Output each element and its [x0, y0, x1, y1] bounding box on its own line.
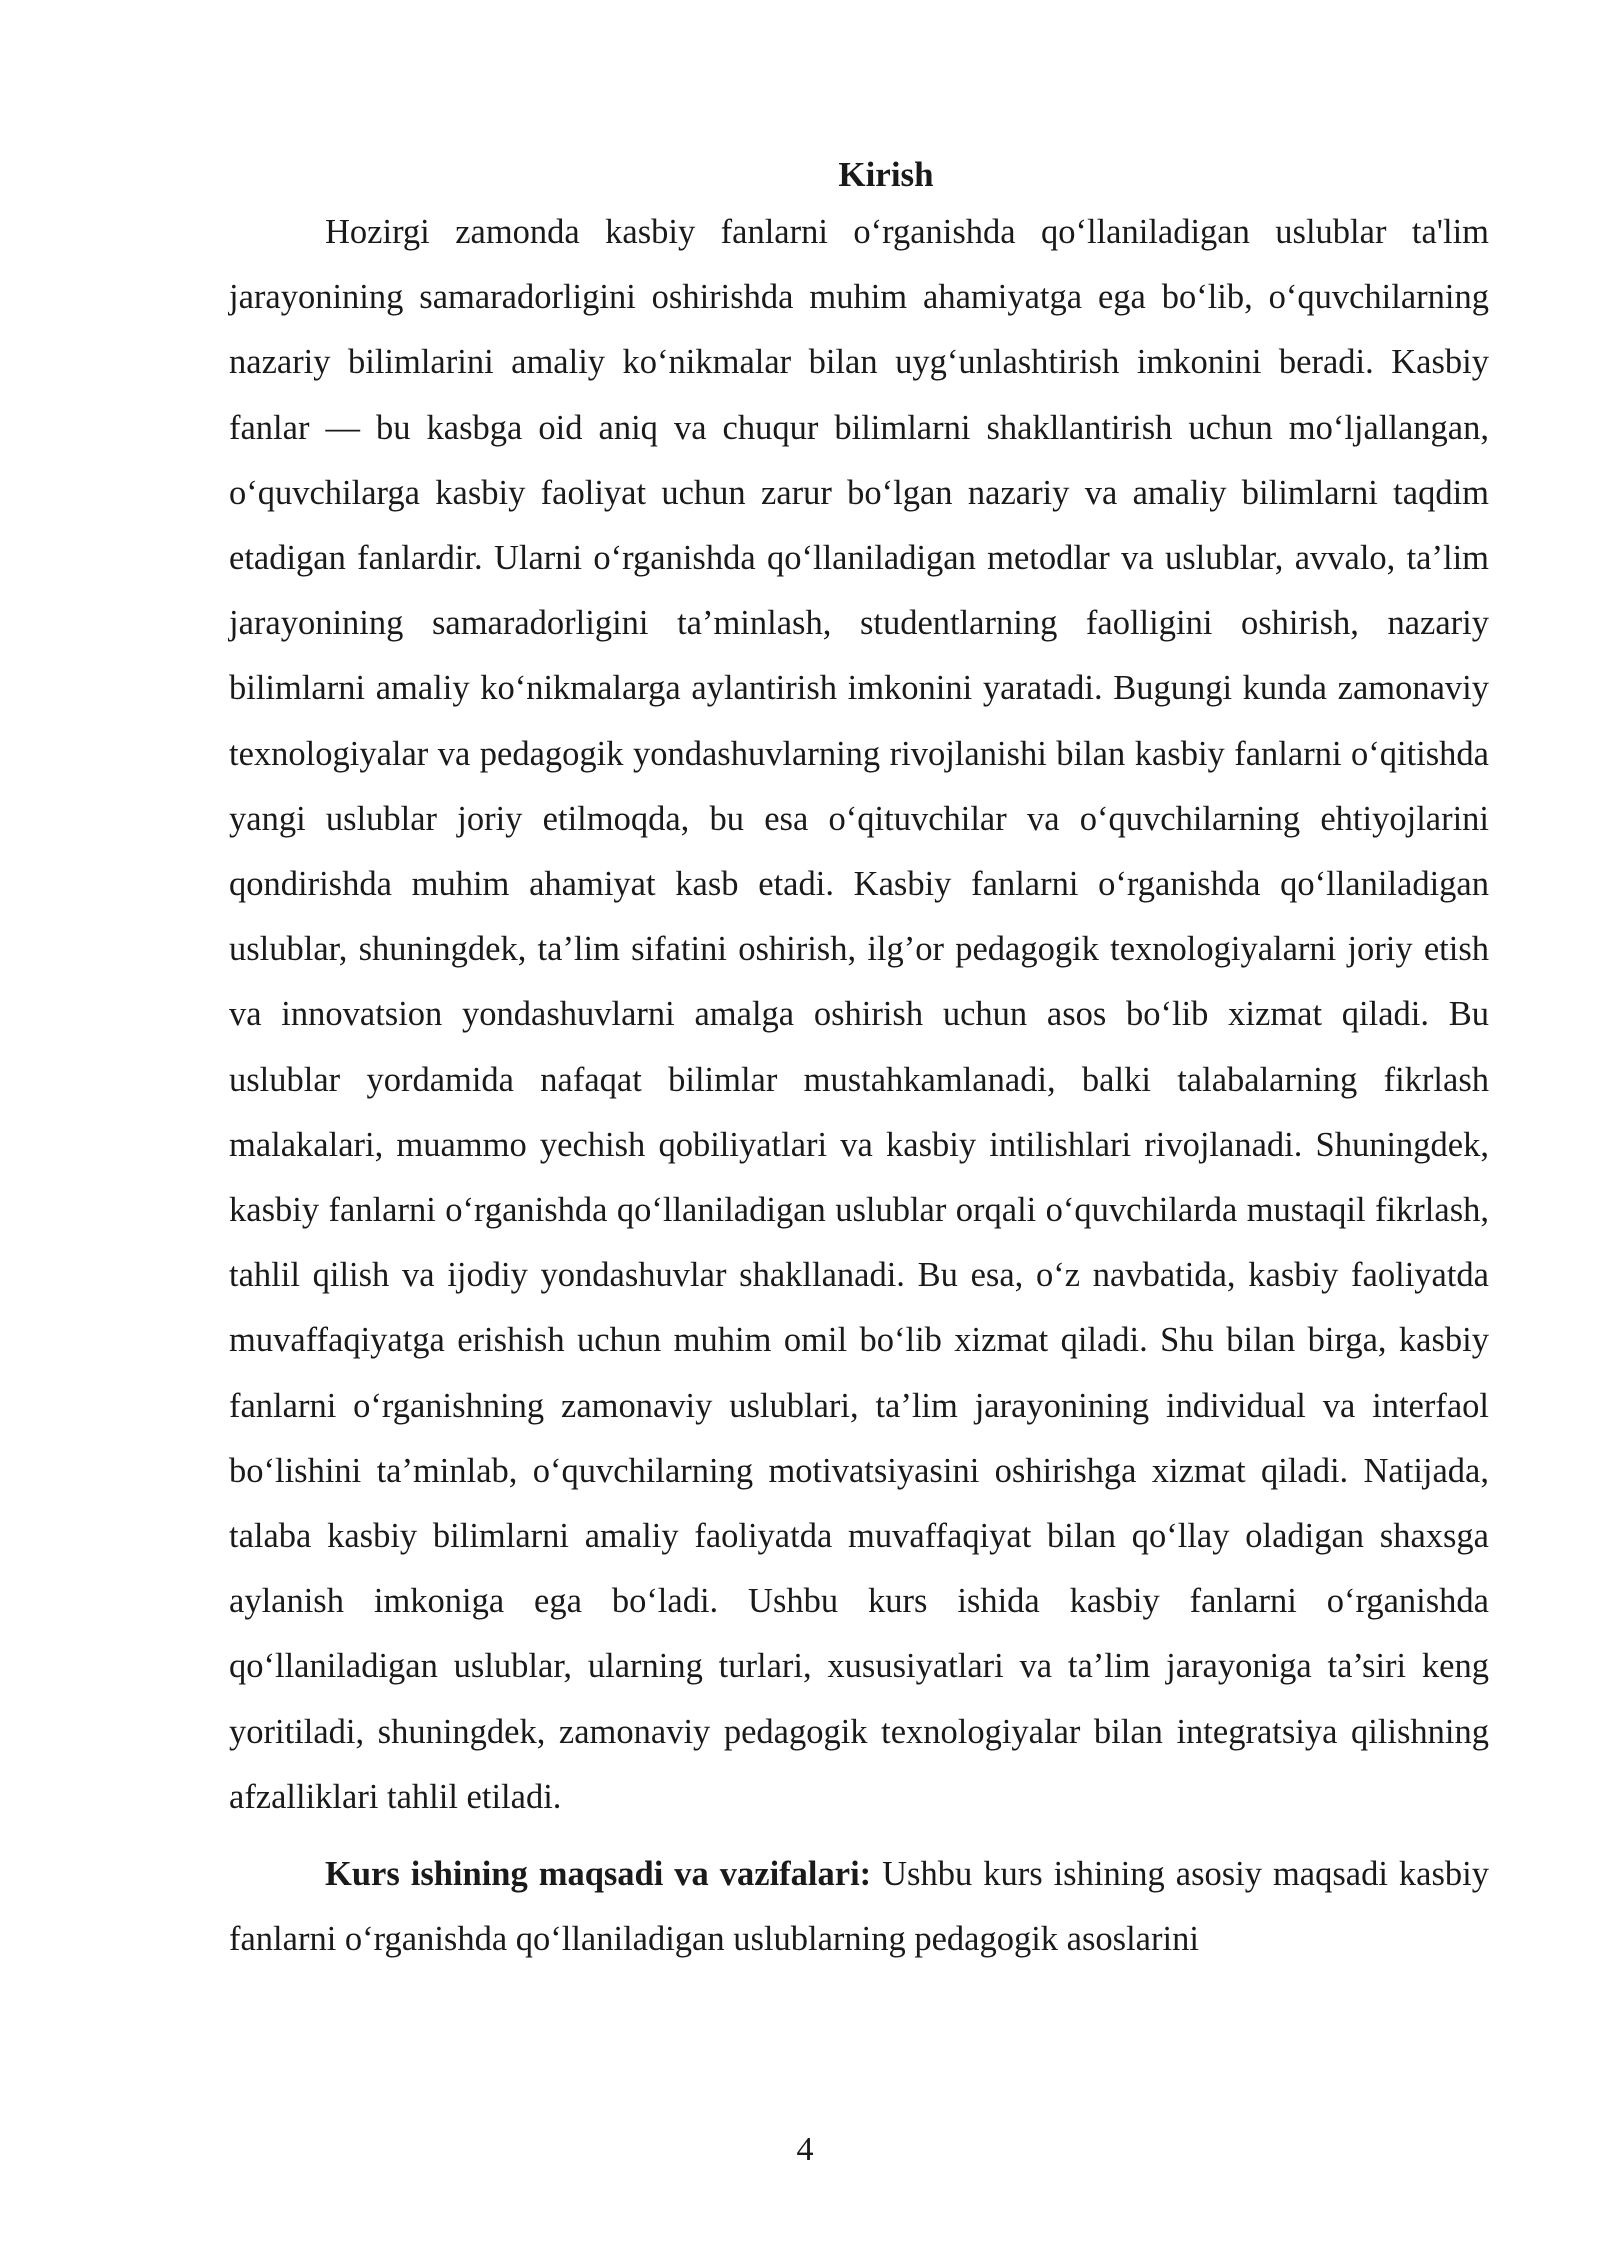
intro-paragraph: Hozirgi zamonda kasbiy fanlarni o‘rganishda qo‘llaniladigan uslublar ta'lim jarayonining samaradorligini oshirishda muhim ahamiyatga ega bo‘lib, o‘quvchilarning nazariy bilimlarini amaliy ko‘nikmalar bilan uyg‘unlashtirish imkonini beradi. Kasbiy fanlar — bu kasbga oid aniq va chuqur bilimlarni shakllantirish uchun mo‘ljallangan, o‘quvchilarga kasbiy faoliyat uchun zarur bo‘lgan nazariy va amaliy bilimlarni taqdim etadigan fanlardir. Ularni o‘rganishda qo‘llaniladigan metodlar va uslublar, avvalo, ta’lim jarayonining samaradorligini ta’minlash, studentlarning faolligini oshirish, nazariy bilimlarni amaliy ko‘nikmalarga aylantirish imkonini yaratadi. Bugungi kunda zamonaviy texnologiyalar va pedagogik yondashuvlarning rivojlanishi bilan kasbiy fanlarni o‘qitishda yangi uslublar joriy etilmoqda, bu esa o‘qituvchilar va o‘quvchilarning ehtiyojlarini qondirishda muhim ahamiyat kasb etadi. Kasbiy fanlarni o‘rganishda qo‘llaniladigan uslublar, shuningdek, ta’lim sifatini oshirish, ilg’or pedagogik texnologiyalarni joriy etish va innovatsion yondashuvlarni amalga oshirish uchun asos bo‘lib xizmat qiladi. Bu uslublar yordamida nafaqat bilimlar mustahkamlanadi, balki talabalarning fikrlash malakalari, muammo yechish qobiliyatlari va kasbiy intilishlari rivojlanadi. Shuningdek, kasbiy fanlarni o‘rganishda qo‘llaniladigan uslublar orqali o‘quvchilarda mustaqil fikrlash, tahlil qilish va ijodiy yondashuvlar shakllanadi. Bu esa, o‘z navbatida, kasbiy faoliyatda muvaffaqiyatga erishish uchun muhim omil bo‘lib xizmat qiladi. Shu bilan birga, kasbiy fanlarni o‘rganishning zamonaviy uslublari, ta’lim jarayonining individual va interfaol bo‘lishini ta’minlab, o‘quvchilarning motivatsiyasini oshirishga xizmat qiladi. Natijada, talaba kasbiy bilimlarni amaliy faoliyatda muvaffaqiyat bilan qo‘llay oladigan shaxsga aylanish imkoniga ega bo‘ladi. Ushbu kurs ishida kasbiy fanlarni o‘rganishda qo‘llaniladigan uslublar, ularning turlari, xususiyatlari va ta’lim jarayoniga ta’siri keng yoritiladi, shuningdek, zamonaviy pedagogik texnologiyalar bilan integratsiya qilishning afzalliklari tahlil etiladi. [229, 213, 1489, 1816]
goals-paragraph [229, 1842, 1489, 1972]
page-content [229, 150, 1489, 1972]
page-number: 4 [796, 2131, 814, 2168]
goals-lead-text: Kurs ishining maqsadi va vazifalari: [325, 1855, 872, 1894]
section-heading: Kirish [838, 155, 934, 194]
goals-body-text: Ushbu kurs ishining asosiy maqsadi kasbiy fanlarni o‘rganishda qo‘llaniladigan uslublarning pedagogik asoslarini [229, 1855, 1489, 1959]
